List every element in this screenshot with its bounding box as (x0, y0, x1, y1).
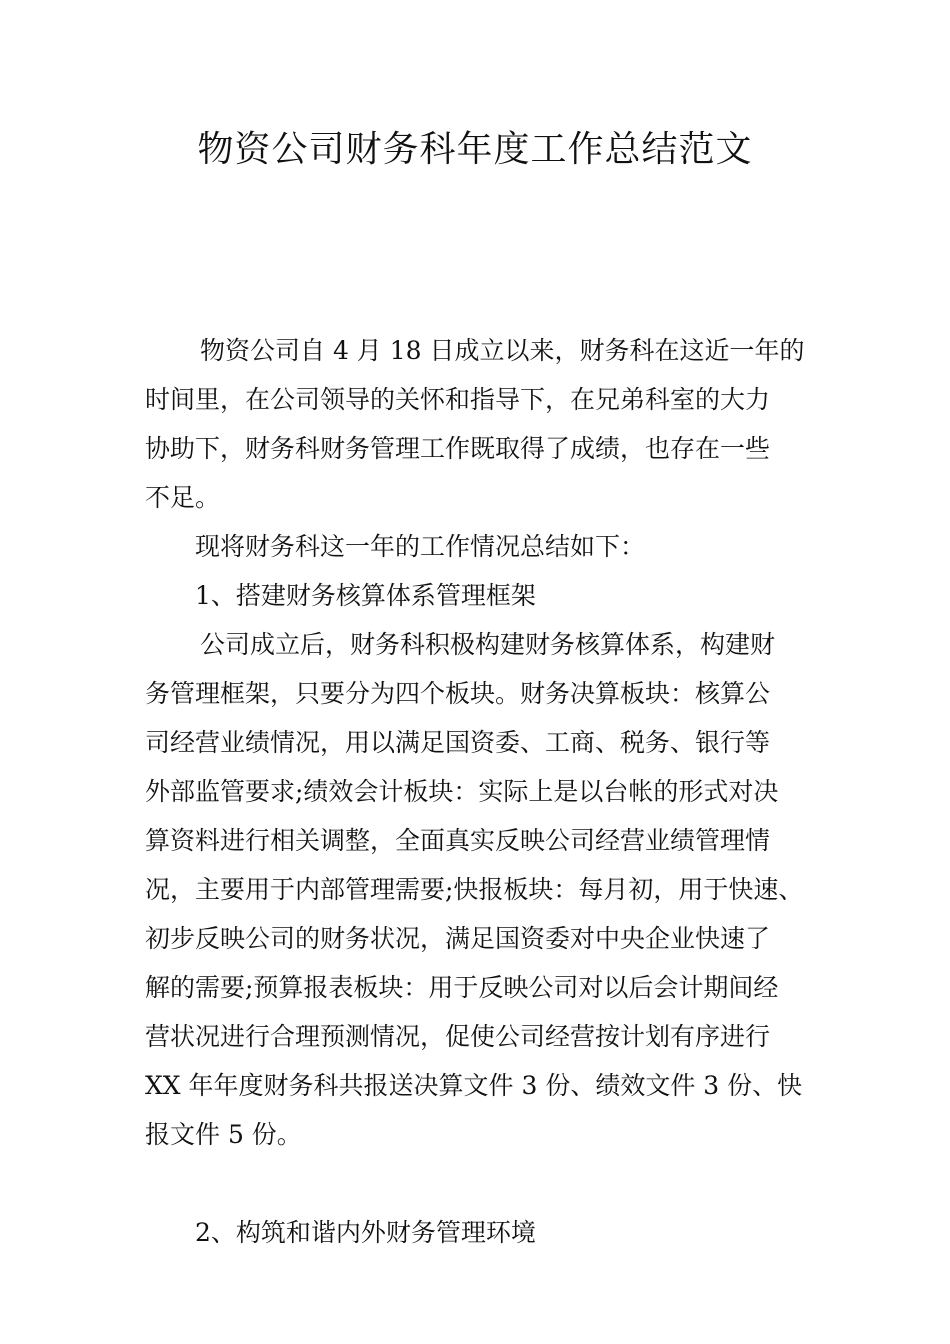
paragraph-line: 报文件 5 份。 (145, 1120, 302, 1149)
paragraph-line: 况，主要用于内部管理需要;快报板块：每月初，用于快速、 (145, 875, 804, 904)
paragraph-line: XX 年年度财务科共报送决算文件 3 份、绩效文件 3 份、快 (145, 1071, 803, 1100)
section-heading: 1、搭建财务核算体系管理框架 (195, 581, 536, 610)
paragraph-line: 营状况进行合理预测情况，促使公司经营按计划有序进行 (145, 1022, 771, 1051)
document-title: 物资公司财务科年度工作总结范文 (197, 129, 753, 170)
paragraph-line: 协助下，财务科财务管理工作既取得了成绩，也存在一些 (145, 434, 771, 463)
blank-line (145, 1159, 825, 1208)
paragraph-line: 务管理框架，只要分为四个板块。财务决算板块：核算公 (145, 679, 771, 708)
paragraph-line: 不足。 (145, 483, 221, 512)
paragraph-line: 算资料进行相关调整，全面真实反映公司经营业绩管理情 (145, 826, 771, 855)
paragraph-line: 外部监管要求;绩效会计板块：实际上是以台帐的形式对决 (145, 777, 779, 806)
paragraph-line: 初步反映公司的财务状况，满足国资委对中央企业快速了 (145, 924, 771, 953)
document-body (145, 326, 825, 1257)
paragraph-line: 司经营业绩情况，用以满足国资委、工商、税务、银行等 (145, 728, 771, 757)
paragraph-line: 公司成立后，财务科积极构建财务核算体系，构建财 (200, 630, 776, 659)
paragraph-line: 解的需要;预算报表板块：用于反映公司对以后会计期间经 (145, 973, 779, 1002)
paragraph-line: 现将财务科这一年的工作情况总结如下： (195, 532, 646, 561)
paragraph-line: 时间里，在公司领导的关怀和指导下，在兄弟科室的大力 (145, 385, 771, 414)
paragraph-line: 物资公司自 4 月 18 日成立以来，财务科在这近一年的 (200, 336, 805, 365)
section-heading: 2、构筑和谐内外财务管理环境 (195, 1218, 536, 1247)
